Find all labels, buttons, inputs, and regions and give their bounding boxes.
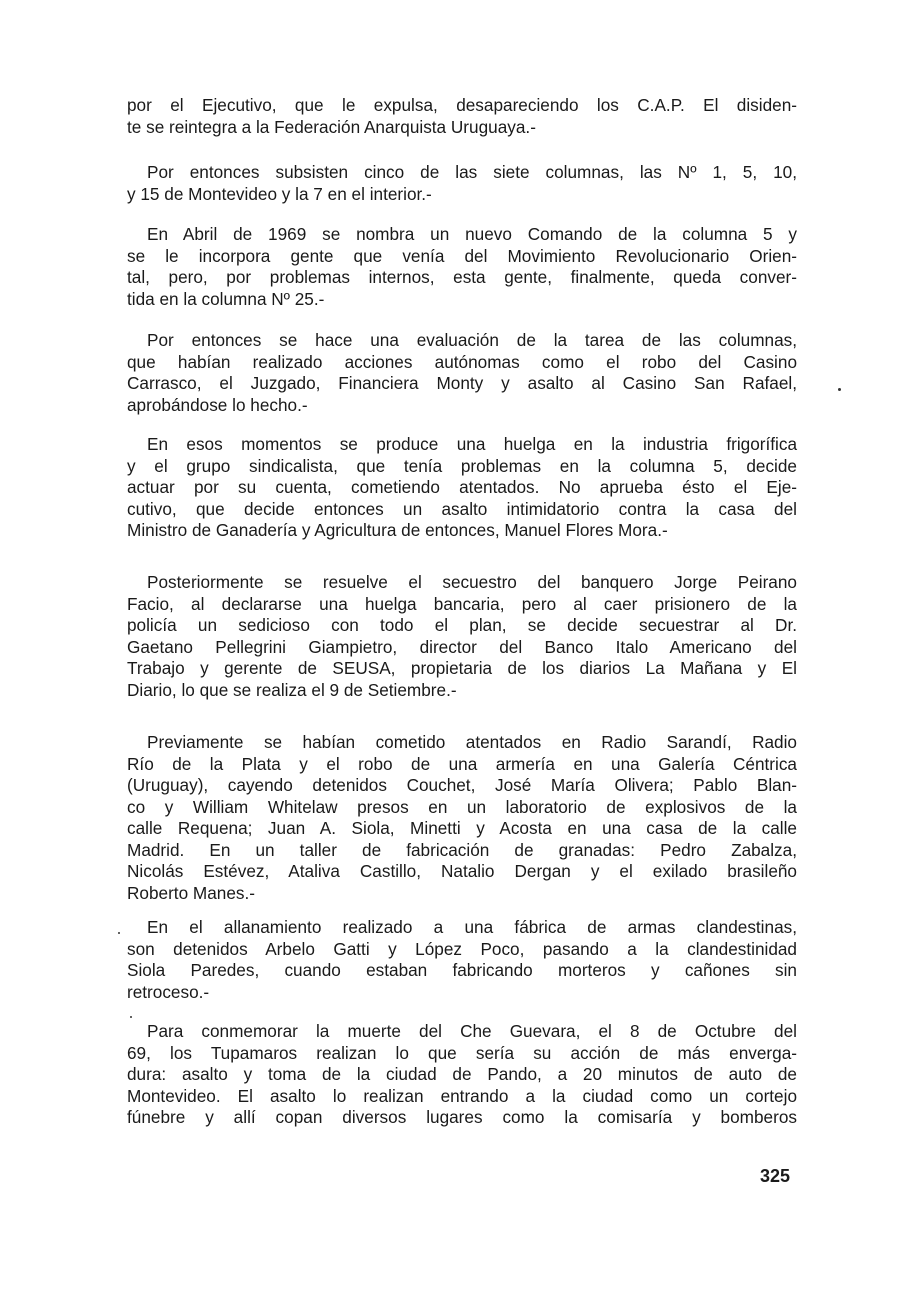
paragraph-8: [127, 917, 797, 1003]
text-line: Diario, lo que se realiza el 9 de Setiembre.-: [127, 679, 457, 700]
text-line: se le incorpora gente que venía del Movimiento Revolucionario Orien-: [127, 245, 797, 266]
text-line: te se reintegra a la Federación Anarquista Uruguaya.-: [127, 116, 536, 137]
text-line: y el grupo sindicalista, que tenía problemas en la columna 5, decide: [127, 455, 797, 476]
text-line: Siola Paredes, cuando estaban fabricando morteros y cañones sin: [127, 960, 797, 980]
paragraph-7: [127, 732, 797, 904]
text-line: son detenidos Arbelo Gatti y López Poco, pasando a la clandestinidad: [127, 938, 797, 959]
text-line: Por entonces se hace una evaluación de la tarea de las columnas,: [147, 330, 797, 350]
text-line: por el Ejecutivo, que le expulsa, desapareciendo los C.A.P. El disiden-: [127, 95, 797, 115]
text-line: y 15 de Montevideo y la 7 en el interior.-: [127, 183, 432, 204]
text-line: Posteriormente se resuelve el secuestro del banquero Jorge Peirano: [147, 572, 797, 592]
text-line: Facio, al declararse una huelga bancaria, pero al caer prisionero de la: [127, 593, 797, 614]
paragraph-3: [127, 224, 797, 310]
paragraph-4: [127, 330, 797, 416]
text-line: Nicolás Estévez, Ataliva Castillo, Natalio Dergan y el exilado brasileño: [127, 861, 797, 881]
text-line: En el allanamiento realizado a una fábrica de armas clandestinas,: [147, 917, 797, 937]
text-line: Para conmemorar la muerte del Che Guevara, el 8 de Octubre del: [147, 1021, 797, 1041]
text-line: (Uruguay), cayendo detenidos Couchet, José María Olivera; Pablo Blan-: [127, 775, 797, 795]
scan-speck: [130, 1016, 132, 1018]
text-line: cutivo, que decide entonces un asalto intimidatorio contra la casa del: [127, 498, 797, 519]
paragraph-1: [127, 95, 797, 138]
paragraph-2: [127, 162, 797, 205]
paragraph-9: [127, 1021, 797, 1129]
text-line: Por entonces subsisten cinco de las siete columnas, las Nº 1, 5, 10,: [147, 162, 797, 182]
text-line: Trabajo y gerente de SEUSA, propietaria de los diarios La Mañana y El: [127, 658, 797, 678]
text-line: En esos momentos se produce una huelga en la industria frigorífica: [147, 434, 797, 454]
text-line: calle Requena; Juan A. Siola, Minetti y Acosta en una casa de la calle: [127, 818, 797, 838]
text-line: fúnebre y allí copan diversos lugares como la comisaría y bomberos: [127, 1107, 797, 1127]
text-line: Madrid. En un taller de fabricación de granadas: Pedro Zabalza,: [127, 839, 797, 860]
paragraph-5: [127, 434, 797, 542]
paragraph-6: [127, 572, 797, 701]
text-line: co y William Whitelaw presos en un laboratorio de explosivos de la: [127, 796, 797, 817]
scan-speck: [838, 388, 841, 391]
page-number: 325: [760, 1166, 791, 1186]
text-line: Gaetano Pellegrini Giampietro, director del Banco Italo Americano del: [127, 636, 797, 657]
text-line: En Abril de 1969 se nombra un nuevo Comando de la columna 5 y: [147, 224, 797, 244]
text-line: dura: asalto y toma de la ciudad de Pando, a 20 minutos de auto de: [127, 1064, 797, 1084]
text-line: actuar por su cuenta, cometiendo atentados. No aprueba ésto el Eje-: [127, 477, 797, 497]
text-line: Montevideo. El asalto lo realizan entrando a la ciudad como un cortejo: [127, 1085, 797, 1106]
text-line: aprobándose lo hecho.-: [127, 394, 308, 415]
text-line: tal, pero, por problemas internos, esta gente, finalmente, queda conver-: [127, 267, 797, 287]
scan-speck: [118, 932, 120, 934]
text-line: tida en la columna Nº 25.-: [127, 288, 325, 309]
text-line: Carrasco, el Juzgado, Financiera Monty y asalto al Casino San Rafael,: [127, 373, 797, 393]
text-line: Previamente se habían cometido atentados en Radio Sarandí, Radio: [147, 732, 797, 752]
text-line: 69, los Tupamaros realizan lo que sería su acción de más enverga-: [127, 1042, 797, 1063]
text-line: Ministro de Ganadería y Agricultura de entonces, Manuel Flores Mora.-: [127, 520, 668, 540]
text-line: Roberto Manes.-: [127, 882, 256, 903]
text-line: retroceso.-: [127, 981, 210, 1002]
text-line: que habían realizado acciones autónomas como el robo del Casino: [127, 351, 797, 372]
text-line: Río de la Plata y el robo de una armería en una Galería Céntrica: [127, 753, 797, 774]
text-line: policía un sedicioso con todo el plan, se decide secuestrar al Dr.: [127, 615, 797, 635]
